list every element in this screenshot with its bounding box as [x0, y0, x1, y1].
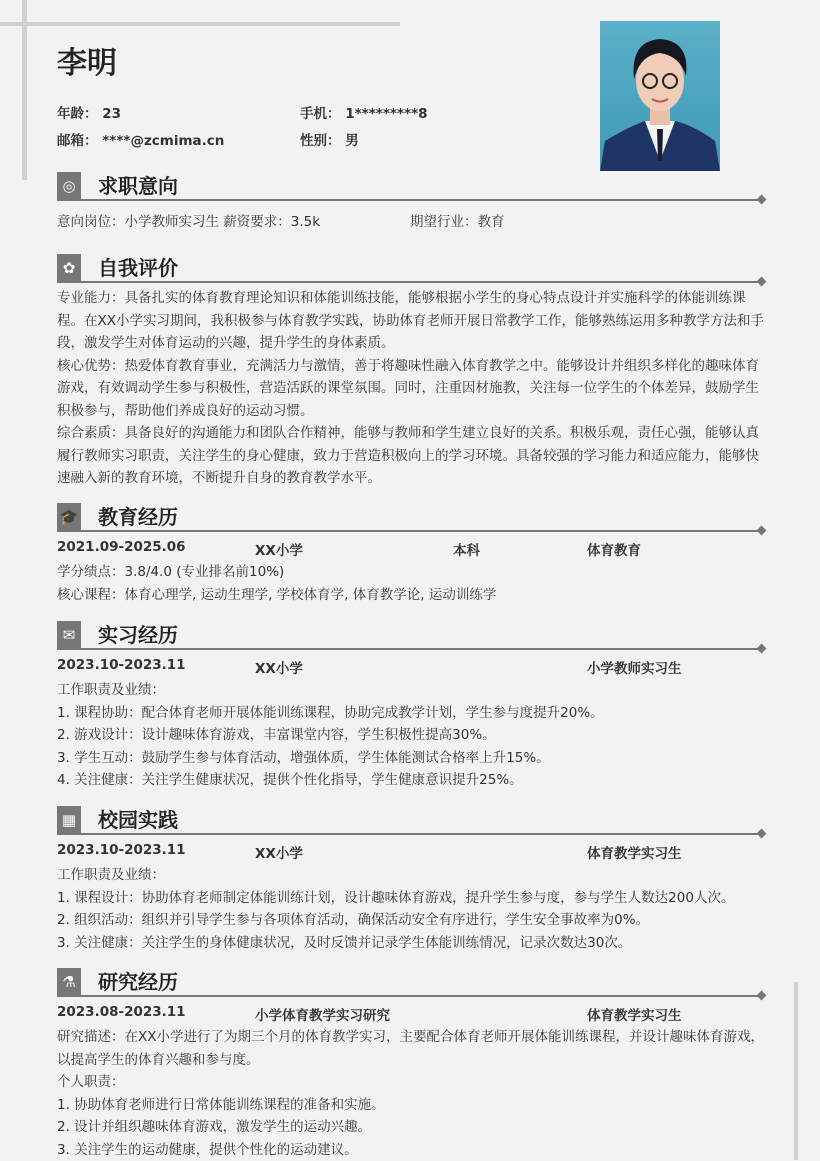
decorative-line	[0, 22, 400, 26]
campus-line: 2. 组织活动：组织并引导学生参与各项体育活动，确保活动安全有序进行，学生安全事故率为0%。	[57, 909, 765, 932]
decorative-line	[794, 982, 798, 1160]
edu-line: 核心课程：体育心理学, 运动生理学, 学校体育学, 体育教学论, 运动训练学	[57, 584, 765, 607]
research-line: 3. 关注学生的运动健康，提供个性化的运动建议。	[57, 1139, 765, 1161]
flower-icon: ✿	[57, 254, 81, 282]
divider	[57, 648, 761, 650]
research-date: 2023.08-2023.11	[57, 1004, 186, 1020]
section-self-evaluation	[57, 254, 765, 490]
intern-org: XX小学	[255, 657, 303, 677]
edu-major: 体育教育	[587, 539, 641, 559]
divider	[57, 199, 761, 201]
section-education	[57, 503, 765, 606]
phone: 手机： 1*********8	[300, 102, 428, 122]
briefcase-icon: ✉	[57, 621, 81, 649]
section-title: 求职意向	[98, 172, 178, 200]
intern-line: 1. 课程协助：配合体育老师开展体能训练课程，协助完成教学计划，学生参与度提升20%。	[57, 702, 765, 725]
edu-date: 2021.09-2025.06	[57, 539, 186, 555]
intent-industry: 期望行业：教育	[410, 211, 505, 234]
flask-icon: ⚗	[57, 968, 81, 996]
diamond-icon	[757, 277, 767, 287]
decorative-line	[22, 0, 27, 180]
email: 邮箱： ****@zcmima.cn	[57, 129, 224, 149]
intent-position: 意向岗位：小学教师实习生 薪资要求：3.5k	[57, 211, 320, 234]
diamond-icon	[757, 526, 767, 536]
research-line: 1. 协助体育老师进行日常体能训练课程的准备和实施。	[57, 1094, 765, 1117]
section-internship	[57, 621, 765, 792]
research-project: 小学体育教学实习研究	[255, 1004, 390, 1024]
intern-line: 4. 关注健康：关注学生健康状况，提供个性化指导，学生健康意识提升25%。	[57, 769, 765, 792]
section-campus-practice	[57, 806, 765, 954]
edu-degree: 本科	[453, 539, 480, 559]
section-title: 校园实践	[98, 806, 178, 834]
section-title: 自我评价	[98, 254, 178, 282]
candidate-name: 李明	[57, 38, 117, 82]
intern-role: 小学教师实习生	[587, 657, 682, 677]
divider	[57, 530, 761, 532]
graduation-cap-icon: 🎓	[57, 503, 81, 531]
research-line: 2. 设计并组织趣味体育游戏，激发学生的运动兴趣。	[57, 1116, 765, 1139]
divider	[57, 995, 761, 997]
campus-org: XX小学	[255, 842, 303, 862]
divider	[57, 833, 761, 835]
age: 年龄： 23	[57, 102, 121, 122]
diamond-icon	[757, 829, 767, 839]
gender: 性别： 男	[300, 129, 359, 149]
intern-line: 3. 学生互动：鼓励学生参与体育活动，增强体质，学生体能测试合格率上升15%。	[57, 747, 765, 770]
paragraph: 综合素质：具备良好的沟通能力和团队合作精神，能够与教师和学生建立良好的关系。积极乐观，责任心强，能够认真履行教师实习职责，关注学生的身心健康，致力于营造积极向上的学习环境。具备较强的学习能力和适应能力，能够快速融入新的教育环境，不断提升自身的教育教学水平。	[57, 422, 765, 490]
research-line: 研究描述：在XX小学进行了为期三个月的体育教学实习，主要配合体育老师开展体能训练课程，并设计趣味体育游戏，以提高学生的体育兴趣和参与度。	[57, 1026, 765, 1071]
campus-line: 1. 课程设计：协助体育老师制定体能训练计划，设计趣味体育游戏，提升学生参与度，参与学生人数达200人次。	[57, 887, 765, 910]
section-job-intent	[57, 172, 765, 233]
target-icon: ◎	[57, 172, 81, 200]
intern-date: 2023.10-2023.11	[57, 657, 186, 673]
campus-date: 2023.10-2023.11	[57, 842, 186, 858]
building-icon: ▦	[57, 806, 81, 834]
diamond-icon	[757, 195, 767, 205]
research-line: 个人职责：	[57, 1071, 765, 1094]
paragraph: 核心优势：热爱体育教育事业，充满活力与激情，善于将趣味性融入体育教学之中。能够设计并组织多样化的趣味体育游戏，有效调动学生参与积极性，营造活跃的课堂氛围。同时，注重因材施教，关注每一位学生的个体差异，鼓励学生积极参与，帮助他们养成良好的运动习惯。	[57, 355, 765, 423]
intern-line: 工作职责及业绩：	[57, 679, 765, 702]
campus-line: 3. 关注健康：关注学生的身体健康状况，及时反馈并记录学生体能训练情况，记录次数达30次。	[57, 932, 765, 955]
profile-photo	[600, 21, 720, 171]
section-title: 教育经历	[98, 503, 178, 531]
divider	[57, 281, 761, 283]
section-title: 实习经历	[98, 621, 178, 649]
paragraph: 专业能力：具备扎实的体育教育理论知识和体能训练技能，能够根据小学生的身心特点设计并实施科学的体能训练课程。在XX小学实习期间，我积极参与体育教学实践，协助体育老师开展日常教学工作，能够熟练运用多种教学方法和手段，激发学生对体育运动的兴趣，提升学生的身体素质。	[57, 287, 765, 355]
intern-line: 2. 游戏设计：设计趣味体育游戏，丰富课堂内容，学生积极性提高30%。	[57, 724, 765, 747]
section-title: 研究经历	[98, 968, 178, 996]
edu-line: 学分绩点：3.8/4.0 (专业排名前10%)	[57, 561, 765, 584]
diamond-icon	[757, 644, 767, 654]
campus-role: 体育教学实习生	[587, 842, 682, 862]
section-research	[57, 968, 765, 1161]
diamond-icon	[757, 991, 767, 1001]
campus-line: 工作职责及业绩：	[57, 864, 765, 887]
edu-school: XX小学	[255, 539, 303, 559]
research-role: 体育教学实习生	[587, 1004, 682, 1024]
